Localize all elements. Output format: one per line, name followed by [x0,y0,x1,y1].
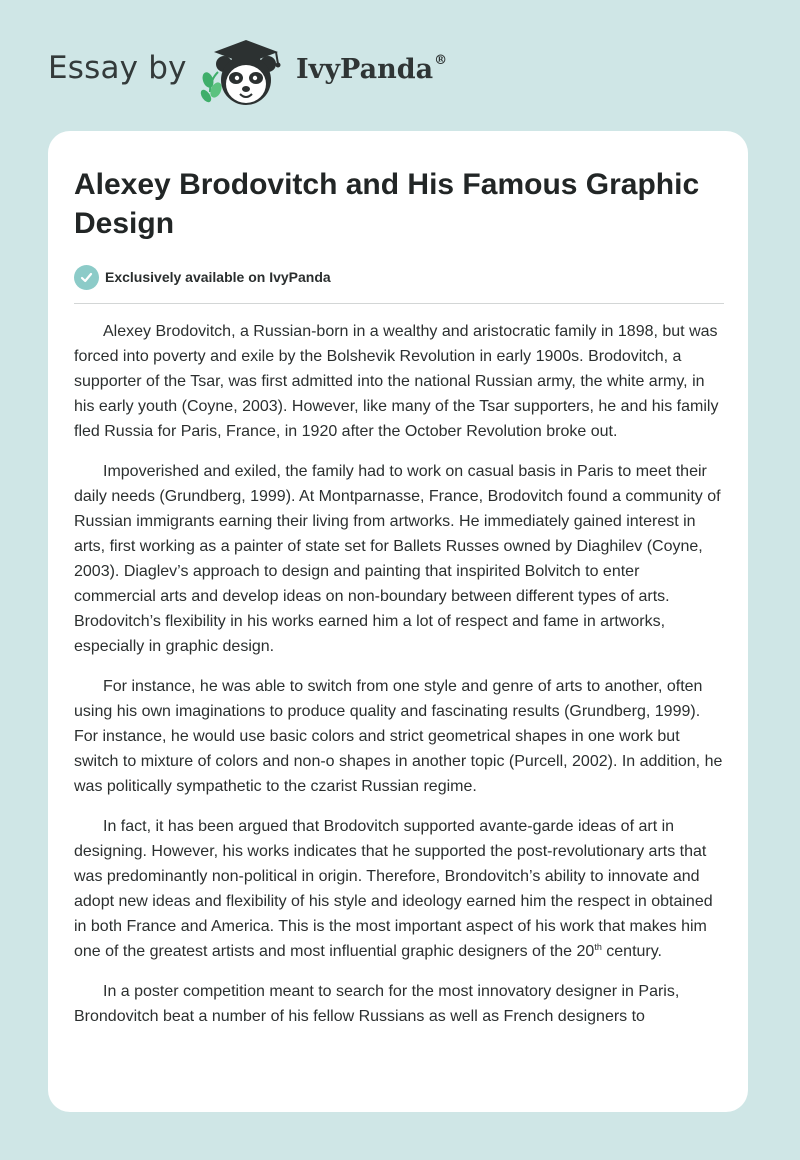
paragraph: Alexey Brodovitch, a Russian-born in a wealthy and aristocratic family in 1898, but was forced into poverty and exile by the Bolshevik Revolution in early 1900s. Brodovitch, a supporter of the Tsar, was first admitted into the national Russian army, the white army, in his early youth (Coyne, 2003). However, like many of the Tsar supporters, he and his family fled Russia for Paris, France, in 1920 after the October Revolution broke out. [74,323,719,440]
site-header [0,0,800,120]
page-title: Alexey Brodovitch and His Famous Graphic Design [74,168,700,240]
essay-by-label: Essay by [48,50,187,86]
paragraph-text: In fact, it has been argued that Brodovitch supported avante-garde ideas of art in designing. However, his works indicates that he supported the post-revolutionary arts that was predominantly non-political in origin. Therefore, Brondovitch’s ability to innovate and adopt new ideas and flexibility of his style and ideology earned him the respect in obtained in both France and America. This is the most important aspect of his work that makes him one of the greatest artists and most influential graphic designers of the 20 [74,818,713,960]
paragraph: Impoverished and exiled, the family had to work on casual basis in Paris to meet their daily needs (Grundberg, 1999). At Montparnasse, France, Brodovitch found a community of Russian immigrants earning their living from artworks. He immediately gained interest in arts, first working as a painter of state set for Ballets Russes owned by Diaghilev (Coyne, 2003). Diaglev’s approach to design and painting that inspirited Bolvitch to enter commercial arts and develop ideas on non-boundary between different types of arts. Brodovitch’s flexibility in his works earned him a lot of respect and fame in artworks, especially in graphic design. [74,463,721,655]
ordinal-suffix: th [594,942,602,952]
paragraph-text-end: century. [601,943,662,960]
registered-mark: ® [434,53,448,68]
exclusive-badge-label: Exclusively available on IvyPanda [105,269,331,285]
essay-card [48,131,748,1112]
paragraph [74,814,724,964]
paragraph: In a poster competition meant to search for the most innovatory designer in Paris, Brondovitch beat a number of his fellow Russians as well as French designers to [74,983,680,1025]
paragraph: For instance, he was able to switch from one style and genre of arts to another, often using his own imaginations to produce quality and fascinating results (Grundberg, 1999). For instance, he would use basic colors and strict geometrical shapes in one work but switch to mixture of colors and non-o shapes in another topic (Purcell, 2002). In addition, he was politically sympathetic to the czarist Russian regime. [74,678,723,795]
brand-name-text: IvyPanda [296,54,434,85]
check-icon [74,265,99,290]
panda-logo-icon [196,34,292,110]
article-body [74,319,724,1044]
exclusive-badge [74,263,331,291]
brand-name[interactable] [296,53,447,85]
divider [74,303,724,304]
